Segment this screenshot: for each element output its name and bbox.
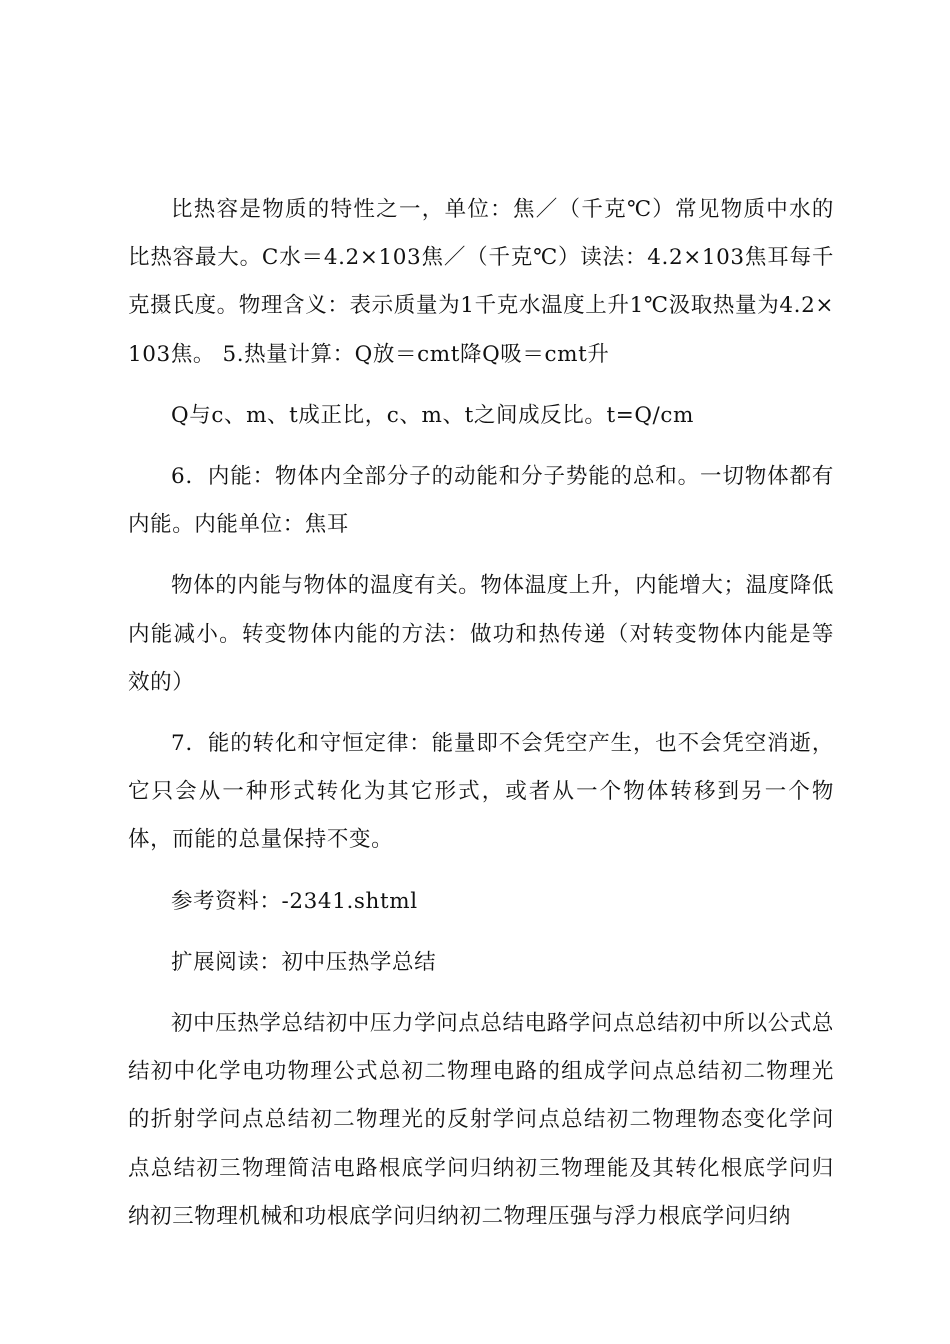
paragraph-related-topics: 初中压热学总结初中压力学问点总结电路学问点总结初中所以公式总结初中化学电功物理公式总初二物理电路的组成学问点总结初二物理光的折射学问点总结初二物理光的反射学问点总结初二物理物态变化学问点总结初三物理简洁电路根底学问归纳初三物理能及其转化根底学问归纳初三物理机械和功根底学问归纳初二物理压强与浮力根底学问归纳 [128, 1011, 835, 1229]
paragraph-internal-energy: 6．内能：物体内全部分子的动能和分子势能的总和。一切物体都有内能。内能单位：焦耳 [128, 464, 834, 538]
paragraph-internal-energy-temperature: 物体的内能与物体的温度有关。物体温度上升，内能增大；温度降低内能减小。转变物体内能的方法：做功和热传递（对转变物体内能是等效的） [128, 573, 835, 695]
paragraph-extended-reading: 扩展阅读：初中压热学总结 [171, 949, 437, 975]
document-body [128, 186, 834, 1254]
paragraph-energy-conservation: 7．能的转化和守恒定律：能量即不会凭空产生，也不会凭空消逝，它只会从一种形式转化为其它形式，或者从一个物体转移到另一个物体，而能的总量保持不变。 [128, 731, 834, 853]
paragraph-specific-heat: 比热容是物质的特性之一，单位：焦／（千克℃）常见物质中水的比热容最大。C水＝4.2×103焦／（千克℃）读法：4.2×103焦耳每千克摄氏度。物理含义：表示质量为1千克水温度上升1℃汲取热量为4.2×103焦。 5.热量计算：Q放＝cmt降Q吸＝cmt升 [128, 197, 834, 367]
paragraph-reference: 参考资料：-2341.shtml [171, 888, 418, 914]
paragraph-heat-proportion: Q与c、m、t成正比，c、m、t之间成反比。t=Q/cm [171, 402, 695, 428]
